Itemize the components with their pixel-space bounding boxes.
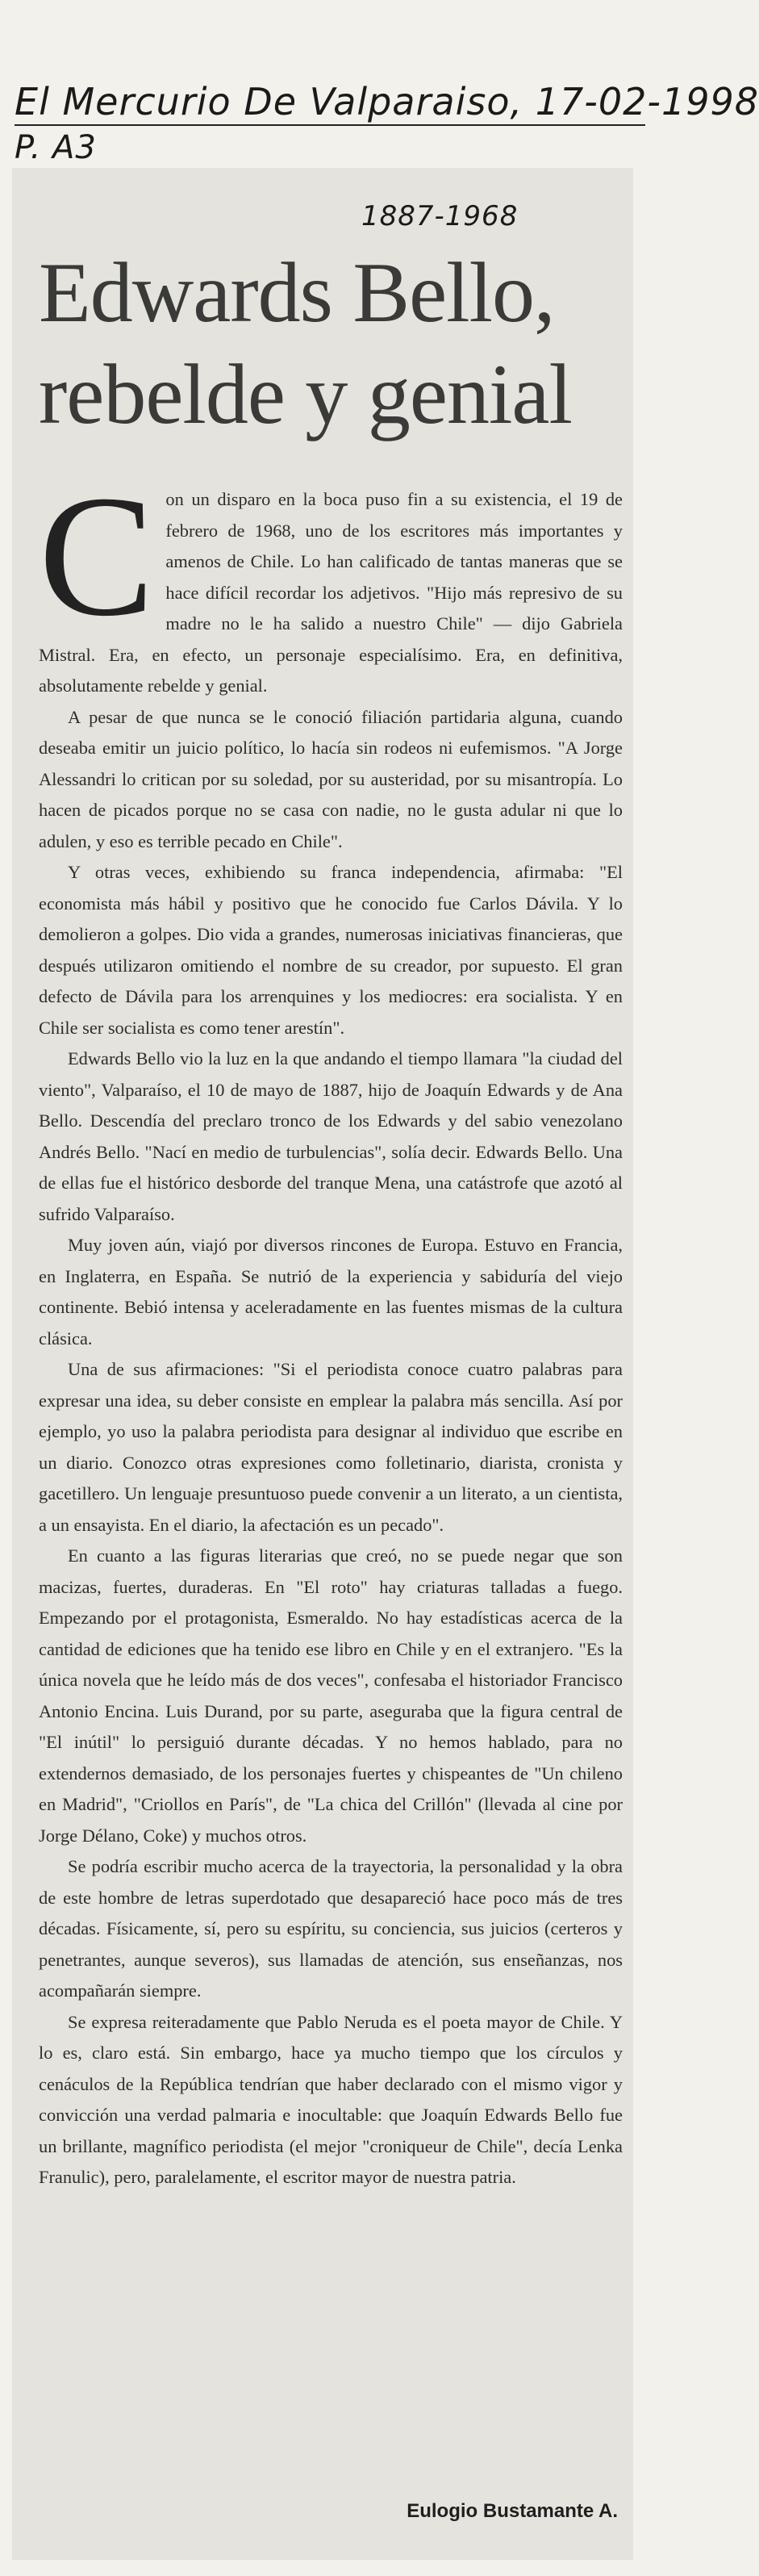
article-paragraph: En cuanto a las figuras literarias que creó, no se puede negar que son macizas, fuertes, duraderas. En "El roto" hay criaturas talladas a fuego. Empezando por el protagonista, Esmeraldo. No hay estadísticas acerca de la cantidad de ediciones que ha tenido ese libro en Chile y en el extranjero. "Es la única novela que he leído más de dos veces", confesaba el historiador Francisco Antonio Encina. Luis Durand, por su parte, aseguraba que la figura central de "El inútil" lo persiguió durante décadas. Y no hemos hablado, para no extendernos demasiado, de los personajes fuertes y chispeantes de "Un chileno en Madrid", "Criollos en París", de "La chica del Crillón" (llevada al cine por Jorge Délano, Coke) y muchos otros. [39, 1545, 623, 1846]
article-body [39, 459, 623, 2193]
handwritten-page-note: P. A3 [15, 129, 97, 166]
article-paragraph: Edwards Bello vio la luz en la que andando el tiempo llamara "la ciudad del viento", Valparaíso, el 10 de mayo de 1887, hijo de Joaquín Edwards y de Ana Bello. Descendía del preclaro tronco de los Edwards y del sabio venezolano Andrés Bello. "Nací en medio de turbulencias", solía decir. Edwards Bello. Una de ellas fue el histórico desborde del tranque Mena, una catástrofe que azotó al sufrido Valparaíso. [39, 1048, 623, 1224]
handwritten-years-note: 1887-1968 [361, 200, 519, 232]
article-paragraph: Y otras veces, exhibiendo su franca independencia, afirmaba: "El economista más hábil y positivo que he conocido fue Carlos Dávila. Y lo demolieron a golpes. Dio vida a grandes, numerosas iniciativas financieras, que después utilizaron omitiendo el nombre de su creador, por supuesto. El gran defecto de Dávila para los arrenquines y los mediocres: era socialista. Y en Chile ser socialista es como tener arestín". [39, 862, 623, 1038]
article-paragraph [39, 459, 623, 702]
paragraph-text: on un disparo en la boca puso fin a su existencia, el 19 de febrero de 1968, uno de los escritores más importantes y amenos de Chile. Lo han calificado de tantas maneras que se hace difícil recordar los adjetivos. "Hijo más represivo de su madre no le ha salido a nuestro Chile" — dijo Gabriela Mistral. Era, en efecto, un personaje especialísimo. Era, en definitiva, absolutamente rebelde y genial. [39, 489, 623, 696]
handwritten-source-note: El Mercurio De Valparaiso, 17-02-1998 [15, 79, 645, 126]
article-paragraph: Muy joven aún, viajó por diversos rincones de Europa. Estuvo en Francia, en Inglaterra, en España. Se nutrió de la experiencia y sabiduría del viejo continente. Bebió intensa y aceleradamente en las fuentes mismas de la cultura clásica. [39, 1235, 623, 1349]
article-paragraph: A pesar de que nunca se le conoció filiación partidaria alguna, cuando deseaba emitir un juicio político, lo hacía sin rodeos ni eufemismos. "A Jorge Alessandri lo critican por su soledad, por su austeridad, por su misantropía. Lo hacen de picados porque no se casa con nadie, no le gusta adular ni que lo adulen, y eso es terrible pecado en Chile". [39, 706, 623, 851]
article-paragraph: Se podría escribir mucho acerca de la trayectoria, la personalidad y la obra de este hombre de letras superdotado que desapareció hace poco más de tres décadas. Físicamente, sí, pero su espíritu, su conciencia, sus juicios (certeros y penetrantes, aunque severos), sus llamadas de atención, sus enseñanzas, nos acompañarán siempre. [39, 1856, 623, 2001]
drop-cap: C [39, 459, 155, 652]
article-paragraph: Una de sus afirmaciones: "Si el periodista conoce cuatro palabras para expresar una idea, su deber consiste en emplear la palabra más sencilla. Así por ejemplo, yo uso la palabra periodista para designar al individuo que escribe en un diario. Conozco otras expresiones como folletinario, diarista, cronista y gacetillero. Un lenguaje presuntuoso puede convenir a un literato, a un cientista, a un ensayista. En el diario, la afectación es un pecado". [39, 1359, 623, 1535]
article-paragraph: Se expresa reiteradamente que Pablo Neruda es el poeta mayor de Chile. Y lo es, claro está. Sin embargo, hace ya mucho tiempo que los círculos y cenáculos de la República tendrían que haber declarado con el mismo vigor y convicción una verdad palmaria e inocultable: que Joaquín Edwards Bello fue un brillante, magnífico periodista (el mejor "croniqueur de Chile", decía Lenka Franulic), pero, paralelamente, el escritor mayor de nuestra patria. [39, 2011, 623, 2187]
article-headline: Edwards Bello, rebelde y genial [39, 245, 572, 441]
author-signature: Eulogio Bustamante A. [407, 2500, 618, 2522]
